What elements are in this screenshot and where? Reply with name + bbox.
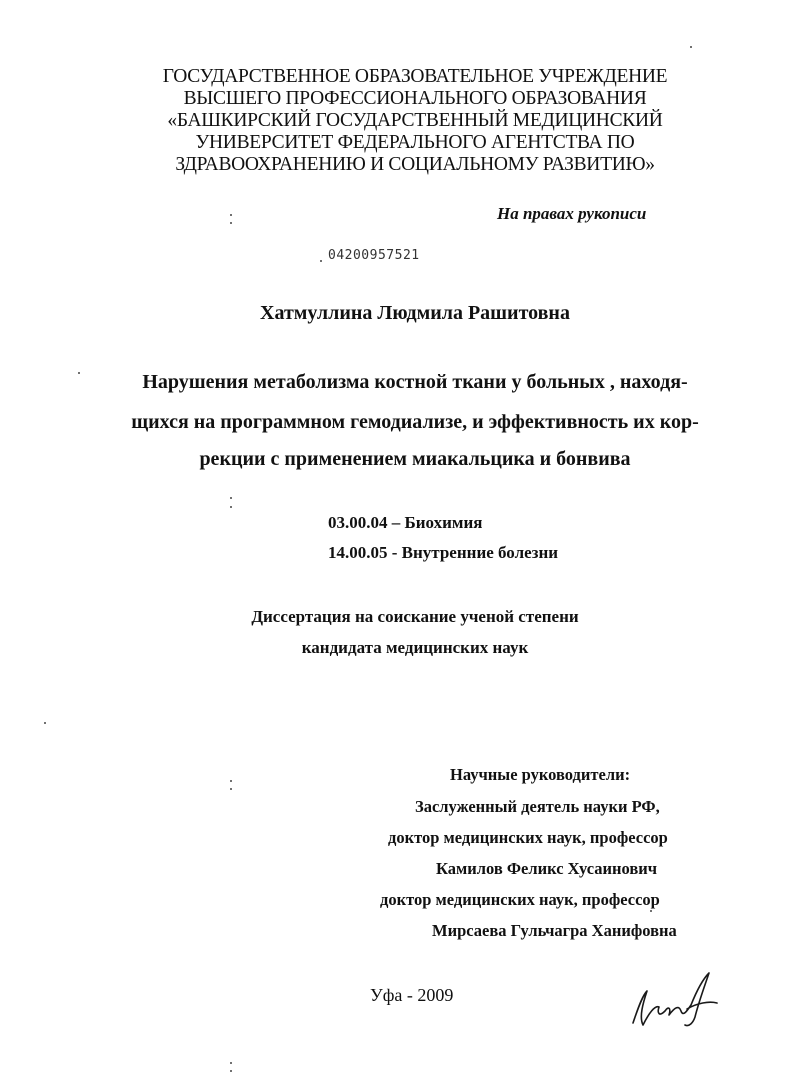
institution-line-3: «БАШКИРСКИЙ ГОСУДАРСТВЕННЫЙ МЕДИЦИНСКИЙ (167, 110, 663, 131)
title-line-3: рекции с применением миакальцика и бонвива (199, 448, 631, 470)
scan-speck (320, 260, 322, 262)
institution-line-1: ГОСУДАРСТВЕННОЕ ОБРАЗОВАТЕЛЬНОЕ УЧРЕЖДЕНИЕ (162, 66, 668, 87)
title-line-1: Нарушения метаболизма костной ткани у больных , находя- (142, 371, 688, 393)
scan-speck (650, 910, 652, 912)
scan-speck (690, 46, 692, 48)
supervisor-name-1: Камилов Феликс Хусаинович (436, 859, 658, 878)
specialty-internal-diseases: 14.00.05 - Внутренние болезни (328, 543, 559, 562)
degree-line-1: Диссертация на соискание ученой степени (251, 607, 579, 626)
supervisor-name-2: Мирсаева Гульчагра Ханифовна (432, 921, 677, 940)
supervisor-title-1: Заслуженный деятель науки РФ, (415, 797, 660, 816)
scan-speck (230, 222, 232, 224)
institution-line-4: УНИВЕРСИТЕТ ФЕДЕРАЛЬНОГО АГЕНТСТВА ПО (195, 132, 635, 153)
scan-speck (230, 506, 232, 508)
scan-speck (230, 780, 232, 782)
title-line-2: щихся на программном гемодиализе, и эффективность их кор- (131, 411, 699, 433)
scan-speck (230, 788, 232, 790)
scan-speck (230, 1062, 232, 1064)
stamp-number: 04200957521 (328, 248, 420, 263)
specialty-biochemistry: 03.00.04 – Биохимия (328, 513, 483, 532)
place-year: Уфа - 2009 (370, 985, 454, 1005)
manuscript-note: На правах рукописи (497, 204, 647, 223)
scan-speck (230, 1070, 232, 1072)
institution-line-2: ВЫСШЕГО ПРОФЕССИОНАЛЬНОГО ОБРАЗОВАНИЯ (183, 88, 647, 109)
scan-speck (44, 722, 46, 724)
degree-line-2: кандидата медицинских наук (301, 638, 529, 657)
scan-speck (230, 497, 232, 499)
signature-icon (625, 965, 725, 1035)
author-name: Хатмуллина Людмила Рашитовна (260, 302, 570, 324)
institution-line-5: ЗДРАВООХРАНЕНИЮ И СОЦИАЛЬНОМУ РАЗВИТИЮ» (175, 154, 655, 175)
supervisors-heading: Научные руководители: (450, 765, 631, 784)
scan-speck (230, 214, 232, 216)
supervisor-degree-1: доктор медицинских наук, профессор (388, 828, 668, 847)
supervisor-degree-2: доктор медицинских наук, профессор (380, 890, 660, 909)
scan-speck (78, 372, 80, 374)
